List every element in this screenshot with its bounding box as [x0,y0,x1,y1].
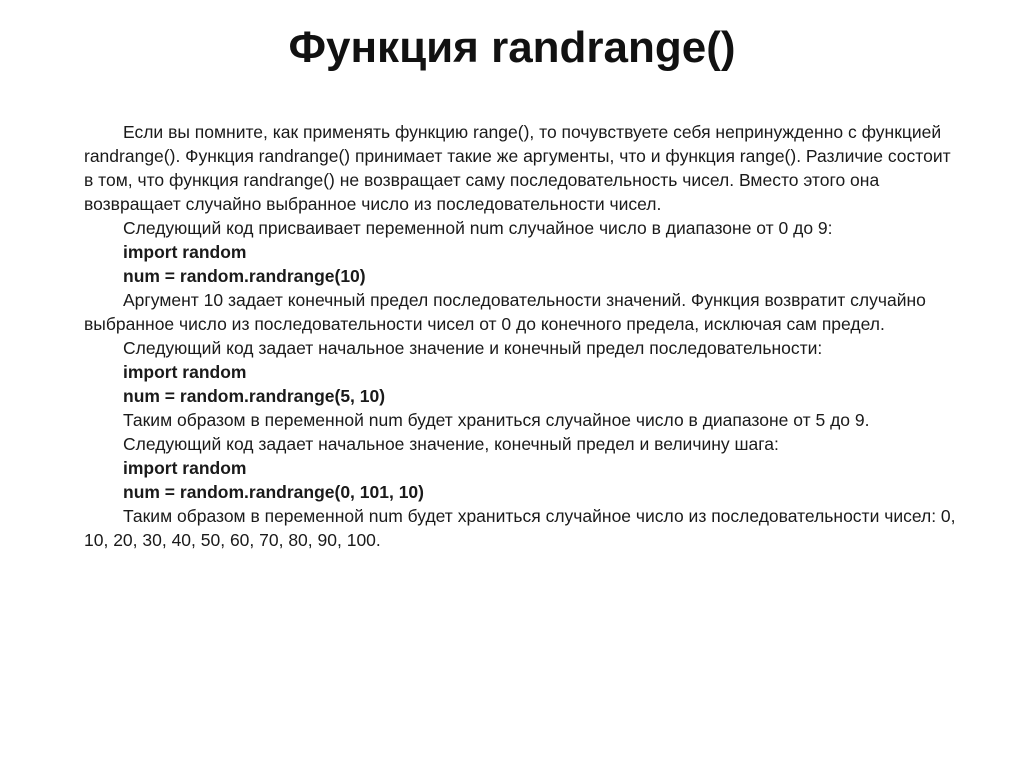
paragraph-example-2: Следующий код задает начальное значение и конечный предел последовательности: [123,338,823,358]
paragraph-example-3: Следующий код задает начальное значение, конечный предел и величину шага: [123,434,779,454]
code-line-randrange-2: num = random.randrange(5, 10) [123,386,386,406]
paragraph-explanation-3: Таким образом в переменной num будет храниться случайное число из последовательности чисел: 0, 10, 20, 30, 40, 50, 60, 70, 80, 90, 100. [84,506,956,550]
code-line-randrange-1: num = random.randrange(10) [123,266,366,286]
code-line-import-1: import random [123,242,247,262]
code-line-import-2: import random [123,362,247,382]
slide-body [84,120,964,552]
paragraph-intro: Если вы помните, как применять функцию range(), то почувствуете себя непринужденно с функцией randrange(). Функция randrange() принимает такие же аргументы, что и функция range(). Различие состоит в том, что функция randrange() не возвращает саму последовательность чисел. Вместо этого она возвращает случайно выбранное число из последовательности чисел. [84,122,951,214]
paragraph-explanation-1: Аргумент 10 задает конечный предел последовательности значений. Функция возвратит случайно выбранное число из последовательности чисел от 0 до конечного предела, исключая сам предел. [84,290,926,334]
paragraph-explanation-2: Таким образом в переменной num будет храниться случайное число в диапазоне от 5 до 9. [123,410,870,430]
slide-title: Функция randrange() [288,23,736,72]
code-line-randrange-3: num = random.randrange(0, 101, 10) [123,482,424,502]
code-line-import-3: import random [123,458,247,478]
paragraph-example-1: Следующий код присваивает переменной num случайное число в диапазоне от 0 до 9: [123,218,833,238]
